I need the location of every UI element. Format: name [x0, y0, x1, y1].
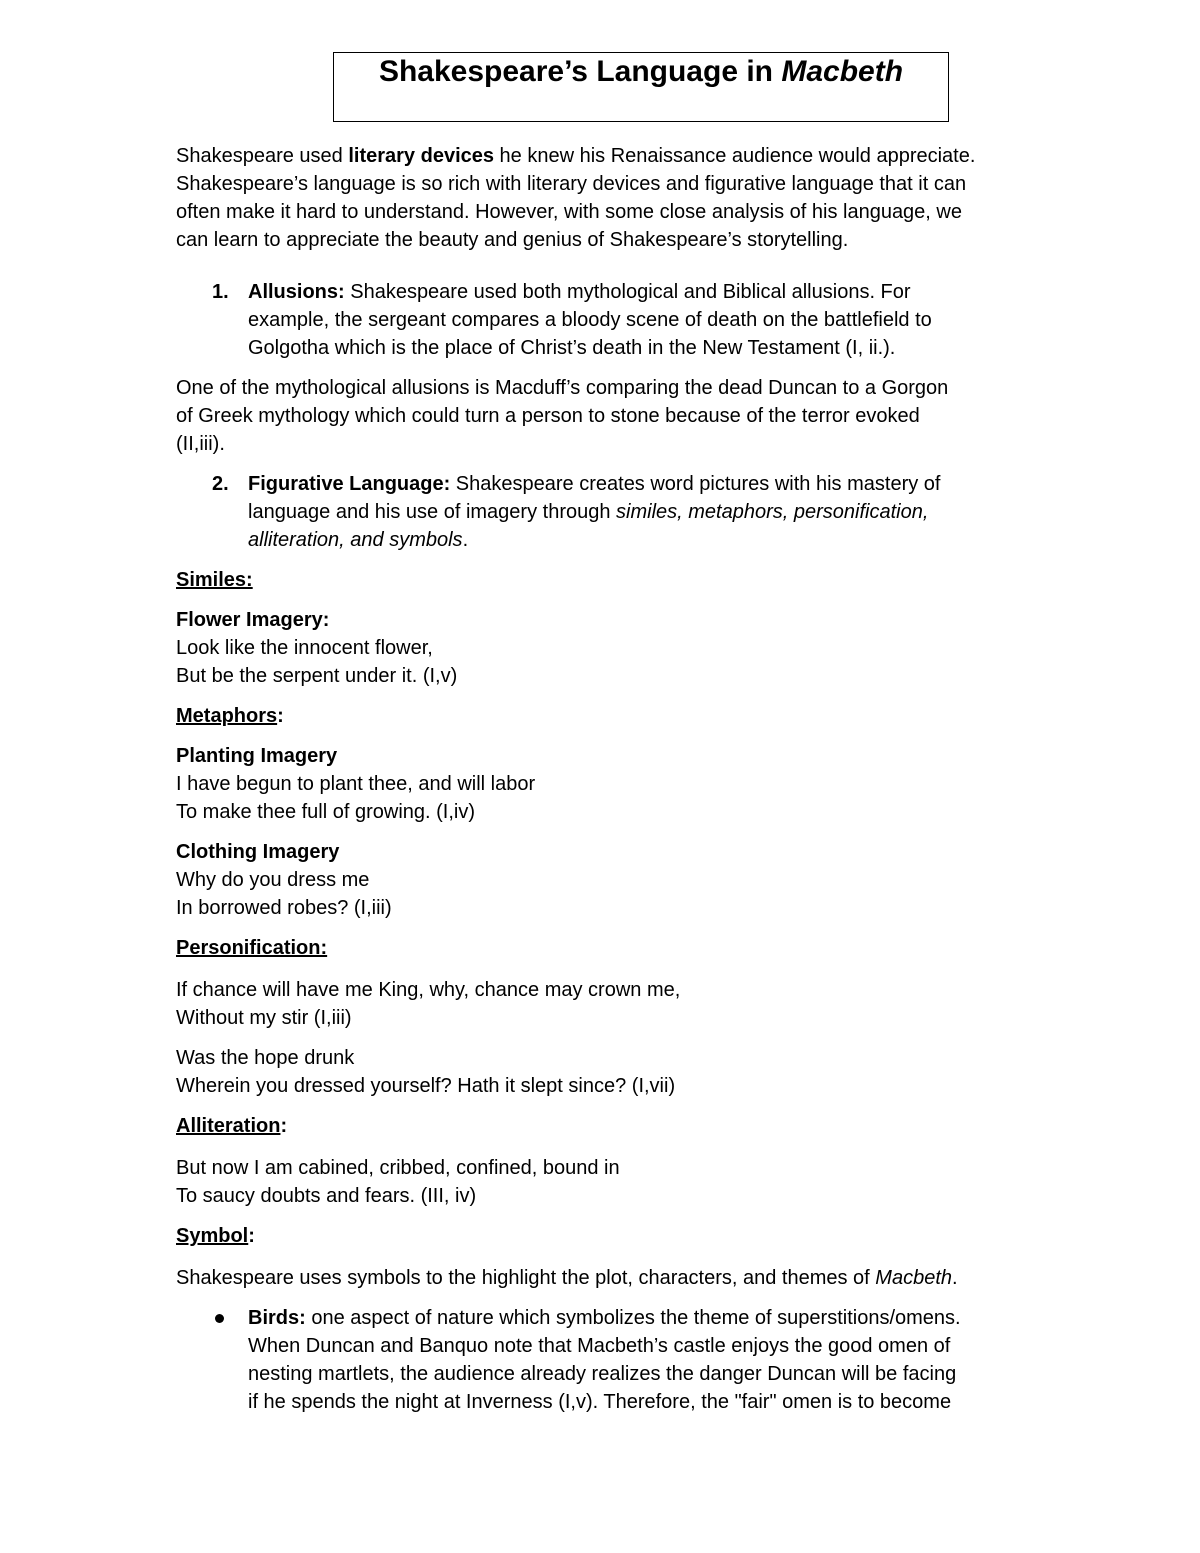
personification-quote-2: Was the hope drunk Wherein you dressed yourself? Hath it slept since? (I,vii) [176, 1047, 676, 1097]
metaphors-heading: Metaphors: [176, 705, 284, 727]
page-title: Shakespeare’s Language in Macbeth [378, 55, 904, 88]
symbol-intro: Shakespeare uses symbols to the highlight the plot, characters, and themes of Macbeth. [176, 1267, 958, 1289]
bullet-icon [215, 1314, 224, 1323]
similes-heading: Similes: [176, 569, 253, 591]
title-box [333, 52, 949, 122]
intro-paragraph: Shakespeare used literary devices he knew his Renaissance audience would appreciate. Shakespeare’s language is so rich with literary devices and figurative language that it can often make it hard to understand. However, with some close analysis of his language, we can learn to appreciate the beauty and genius of Shakespeare’s storytelling. [176, 145, 976, 251]
document-body [176, 142, 1036, 1416]
alliteration-heading: Alliteration: [176, 1115, 288, 1137]
clothing-imagery-block: Clothing Imagery Why do you dress me In borrowed robes? (I,iii) [176, 841, 392, 919]
personification-heading: Personification: [176, 937, 328, 959]
mythology-paragraph: One of the mythological allusions is Macduff’s comparing the dead Duncan to a Gorgon of Greek mythology which could turn a person to stone because of the terror evoked (II,iii). [176, 377, 949, 455]
symbol-heading: Symbol: [176, 1225, 255, 1247]
alliteration-quote: But now I am cabined, cribbed, confined, bound in To saucy doubts and fears. (III, iv) [176, 1157, 620, 1207]
list-item-figurative-language: 2. Figurative Language: Shakespeare creates word pictures with his mastery of language and his use of imagery through similes, metaphors, personification, alliteration, and symbols. [212, 473, 941, 551]
personification-quote-1: If chance will have me King, why, chance may crown me, Without my stir (I,iii) [176, 979, 681, 1029]
planting-imagery-block: Planting Imagery I have begun to plant thee, and will labor To make thee full of growing. (I,iv) [176, 745, 536, 823]
list-item-allusions: 1. Allusions: Shakespeare used both mythological and Biblical allusions. For example, the sergeant compares a bloody scene of death on the battlefield to Golgotha which is the place of Christ’s death in the New Testament (I, ii.). [212, 281, 932, 359]
flower-imagery-block: Flower Imagery: Look like the innocent flower, But be the serpent under it. (I,v) [176, 609, 458, 687]
list-item-birds: Birds: one aspect of nature which symbolizes the theme of superstitions/omens. When Duncan and Banquo note that Macbeth’s castle enjoys the good omen of nesting martlets, the audience already realizes the danger Duncan will be facing if he spends the night at Inverness (I,v). Therefore, the "fair" omen is to become [176, 1304, 1036, 1416]
